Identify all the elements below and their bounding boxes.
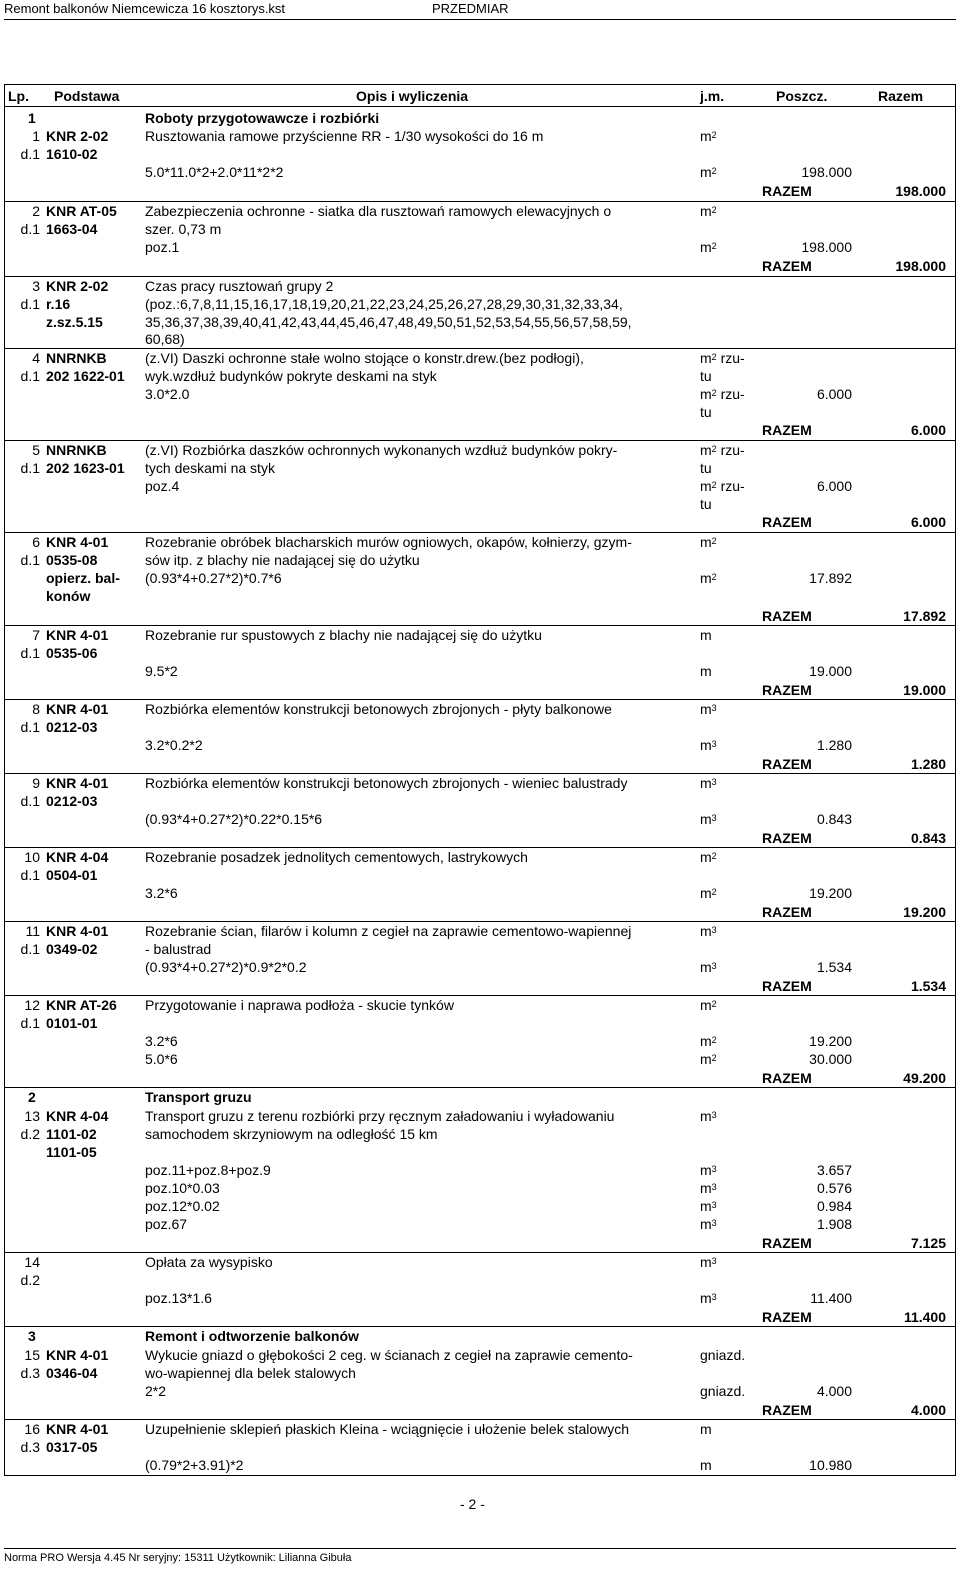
razem-value: 49.200 — [903, 1070, 946, 1086]
row-divider — [4, 1252, 956, 1253]
row-description: Rusztowania ramowe przyścienne RR - 1/30 wysokości do 16 m — [145, 128, 544, 144]
row-unit: $m^2$ — [700, 128, 717, 144]
row-divider — [4, 699, 956, 700]
row-poszcz: 6.000 — [816, 478, 852, 494]
row-podstawa: r.16 — [46, 296, 71, 312]
row-podstawa: 1610-02 — [46, 146, 98, 162]
razem-label: RAZEM — [762, 258, 812, 274]
razem-value: 198.000 — [895, 183, 946, 199]
footer-rule — [4, 1548, 956, 1549]
razem-label: RAZEM — [762, 830, 812, 846]
row-podstawa: 0317-05 — [46, 1439, 98, 1455]
row-podstawa: 0212-03 — [46, 719, 98, 735]
row-unit: $m^2$ — [700, 239, 717, 255]
row-podstawa: KNR AT-05 — [46, 203, 117, 219]
row-description: Rozbiórka elementów konstrukcji betonowych zbrojonych - płyty balkonowe — [145, 701, 612, 717]
row-divider — [4, 921, 956, 922]
row-podstawa: KNR 4-01 — [46, 627, 109, 643]
row-podstawa: KNR 4-01 — [46, 701, 109, 717]
col-opis: Opis i wyliczenia — [356, 88, 469, 104]
row-calculation: poz.4 — [145, 478, 180, 494]
razem-label: RAZEM — [762, 978, 812, 994]
row-lp: 8 — [32, 701, 40, 717]
razem-value: 0.843 — [910, 830, 946, 846]
row-unit: $m^2$ — [700, 1051, 717, 1067]
row-unit: $m^3$ — [700, 775, 717, 791]
row-poszcz: 0.984 — [816, 1198, 852, 1214]
header-rule — [4, 19, 956, 20]
row-lp: 9 — [32, 775, 40, 791]
razem-label: RAZEM — [762, 1309, 812, 1325]
col-lp: Lp. — [8, 88, 29, 104]
row-calculation: 3.2*6 — [145, 885, 178, 901]
table-header-border — [4, 106, 956, 107]
razem-label: RAZEM — [762, 682, 812, 698]
razem-label: RAZEM — [762, 1402, 812, 1418]
row-unit: $m^3$ — [700, 701, 717, 717]
row-sub: d.1 — [20, 368, 40, 384]
row-unit: $m^2$ — [700, 1033, 717, 1049]
razem-value: 19.000 — [903, 682, 946, 698]
row-unit: gniazd. — [700, 1383, 746, 1399]
row-unit: tu — [700, 496, 712, 512]
row-unit: $m^3$ — [700, 959, 717, 975]
row-unit: $m^2$ rzu- — [700, 478, 745, 494]
table-top-border — [4, 84, 956, 85]
row-sub: d.3 — [20, 1439, 40, 1455]
razem-value: 1.534 — [910, 978, 946, 994]
row-divider — [4, 773, 956, 774]
col-podstawa: Podstawa — [54, 88, 120, 104]
row-podstawa: opierz. bal- — [46, 570, 120, 586]
row-sub: d.1 — [20, 719, 40, 735]
row-podstawa: 1101-02 — [46, 1126, 97, 1142]
footer-text: Norma PRO Wersja 4.45 Nr seryjny: 15311 Użytkownik: Lilianna Gibuła — [4, 1552, 352, 1564]
section-title: Transport gruzu — [145, 1089, 252, 1105]
row-poszcz: 1.534 — [816, 959, 852, 975]
row-sub: d.1 — [20, 146, 40, 162]
row-description: tych deskami na styk — [145, 460, 275, 476]
row-unit: $m^2$ — [700, 849, 717, 865]
row-podstawa: KNR AT-26 — [46, 997, 117, 1013]
razem-value: 7.125 — [910, 1235, 946, 1251]
col-poszcz: Poszcz. — [776, 88, 828, 104]
table-bottom-border — [4, 1475, 956, 1476]
razem-value: 6.000 — [910, 422, 946, 438]
row-divider — [4, 440, 956, 441]
row-lp: 2 — [32, 203, 40, 219]
row-poszcz: 6.000 — [816, 386, 852, 402]
razem-value: 1.280 — [910, 756, 946, 772]
row-sub: d.1 — [20, 221, 40, 237]
row-description: sów itp. z blachy nie nadającej się do użytku — [145, 552, 420, 568]
razem-value: 198.000 — [895, 258, 946, 274]
row-lp: 14 — [24, 1254, 40, 1270]
row-calculation: 3.0*2.0 — [145, 386, 190, 402]
razem-value: 11.400 — [903, 1309, 946, 1325]
row-calculation: poz.12*0.02 — [145, 1198, 220, 1214]
row-description: szer. 0,73 m — [145, 221, 222, 237]
row-unit: $m^3$ — [700, 1108, 717, 1124]
row-podstawa: KNR 2-02 — [46, 278, 109, 294]
razem-label: RAZEM — [762, 514, 812, 530]
row-description: Rozebranie posadzek jednolitych cementowych, lastrykowych — [145, 849, 528, 865]
row-description: - balustrad — [145, 941, 212, 957]
row-lp: 11 — [25, 923, 40, 939]
row-calculation: poz.13*1.6 — [145, 1290, 212, 1306]
row-divider — [4, 1087, 956, 1088]
row-unit: $m^3$ — [700, 811, 717, 827]
row-unit: $m^3$ — [700, 1198, 717, 1214]
row-divider — [4, 1326, 956, 1327]
row-calculation: poz.11+poz.8+poz.9 — [145, 1162, 271, 1178]
row-calculation: 5.0*11.0*2+2.0*11*2*2 — [145, 164, 284, 180]
row-unit: gniazd. — [700, 1347, 746, 1363]
row-divider — [4, 348, 956, 349]
row-unit: $m^2$ rzu- — [700, 350, 745, 366]
row-divider — [4, 1419, 956, 1420]
row-podstawa: 0346-04 — [46, 1365, 98, 1381]
row-sub: d.1 — [20, 645, 40, 661]
row-sub: d.1 — [20, 296, 40, 312]
row-podstawa: 202 1622-01 — [46, 368, 125, 384]
row-unit: $m^2$ — [700, 997, 717, 1013]
row-description: 60,68) — [145, 331, 185, 347]
row-podstawa: 1663-04 — [46, 221, 98, 237]
row-podstawa: konów — [46, 588, 91, 604]
row-podstawa: KNR 2-02 — [46, 128, 109, 144]
row-divider — [4, 625, 956, 626]
row-sub: d.1 — [20, 552, 40, 568]
row-lp: 16 — [24, 1421, 40, 1437]
row-poszcz: 19.000 — [809, 663, 852, 679]
row-lp: 6 — [32, 534, 40, 550]
file-name: Remont balkonów Niemcewicza 16 kosztorys.kst — [4, 1, 286, 16]
row-poszcz: 3.657 — [816, 1162, 852, 1178]
row-poszcz: 198.000 — [801, 239, 852, 255]
row-description: Zabezpieczenia ochronne - siatka dla rusztowań ramowych elewacyjnych o — [145, 203, 612, 219]
row-lp: 15 — [24, 1347, 40, 1363]
row-podstawa: 0504-01 — [46, 867, 98, 883]
page-number: - 2 - — [460, 1496, 485, 1512]
row-unit: $m^3$ — [700, 923, 717, 939]
document-header — [0, 0, 960, 18]
row-description: (z.VI) Rozbiórka daszków ochronnych wykonanych wzdłuż budynków pokry- — [145, 442, 618, 458]
row-description: Rozbiórka elementów konstrukcji betonowych zbrojonych - wieniec balustrady — [145, 775, 628, 791]
row-calculation: poz.1 — [145, 239, 180, 255]
row-unit: $m^2$ — [700, 203, 717, 219]
razem-value: 17.892 — [903, 608, 946, 624]
row-description: Czas pracy rusztowań grupy 2 — [145, 278, 334, 294]
row-description: Rozebranie obróbek blacharskich murów ogniowych, okapów, kołnierzy, gzym- — [145, 534, 632, 550]
row-calculation: 2*2 — [145, 1383, 167, 1399]
row-calculation: poz.67 — [145, 1216, 188, 1232]
row-poszcz: 19.200 — [809, 885, 852, 901]
row-divider — [4, 532, 956, 533]
row-sub: d.2 — [20, 1126, 40, 1142]
row-sub: d.3 — [20, 1365, 40, 1381]
row-lp: 3 — [32, 278, 40, 294]
row-unit: $m^3$ — [700, 1162, 717, 1178]
row-sub: d.1 — [20, 1015, 40, 1031]
razem-value: 6.000 — [910, 514, 946, 530]
row-podstawa: KNR 4-01 — [46, 1347, 109, 1363]
row-unit: $m^3$ — [700, 737, 717, 753]
row-podstawa: 0535-08 — [46, 552, 98, 568]
row-lp: 7 — [32, 627, 40, 643]
row-lp: 1 — [32, 128, 40, 144]
row-podstawa: 1101-05 — [46, 1144, 97, 1160]
row-sub: d.2 — [20, 1272, 40, 1288]
row-description: wyk.wzdłuż budynków pokryte deskami na styk — [145, 368, 437, 384]
row-description: Uzupełnienie sklepień płaskich Kleina - wciągnięcie i ułożenie belek stalowych — [145, 1421, 630, 1437]
razem-label: RAZEM — [762, 756, 812, 772]
row-unit: $m^3$ — [700, 1180, 717, 1196]
row-calculation: 5.0*6 — [145, 1051, 178, 1067]
row-lp: 4 — [32, 350, 40, 366]
row-description: 35,36,37,38,39,40,41,42,43,44,45,46,47,48,49,50,51,52,53,54,55,56,57,58,59, — [145, 314, 632, 330]
row-unit: $m^3$ — [700, 1254, 717, 1270]
row-description: Rozebranie rur spustowych z blachy nie nadającej się do użytku — [145, 627, 542, 643]
section-number: 2 — [28, 1089, 36, 1105]
row-podstawa: 202 1623-01 — [46, 460, 125, 476]
razem-label: RAZEM — [762, 904, 812, 920]
row-unit: m — [700, 627, 712, 643]
row-calculation: (0.79*2+3.91)*2 — [145, 1457, 244, 1473]
row-unit: m — [700, 1457, 712, 1473]
row-poszcz: 19.200 — [809, 1033, 852, 1049]
section-number: 3 — [28, 1328, 36, 1344]
row-divider — [4, 276, 956, 277]
row-podstawa: 0535-06 — [46, 645, 98, 661]
row-podstawa: NNRNKB — [46, 350, 107, 366]
row-podstawa: NNRNKB — [46, 442, 107, 458]
row-podstawa: KNR 4-04 — [46, 849, 109, 865]
row-unit: $m^3$ — [700, 1290, 717, 1306]
razem-label: RAZEM — [762, 183, 812, 199]
row-unit: $m^2$ rzu- — [700, 386, 745, 402]
row-poszcz: 0.843 — [816, 811, 852, 827]
row-calculation: (0.93*4+0.27*2)*0.7*6 — [145, 570, 282, 586]
row-podstawa: z.sz.5.15 — [46, 314, 103, 330]
row-poszcz: 11.400 — [810, 1290, 852, 1306]
section-name: PRZEDMIAR — [432, 1, 509, 16]
table-left-border — [4, 84, 5, 1476]
razem-label: RAZEM — [762, 1070, 812, 1086]
razem-label: RAZEM — [762, 1235, 812, 1251]
row-lp: 10 — [24, 849, 40, 865]
row-calculation: 9.5*2 — [145, 663, 178, 679]
row-podstawa: KNR 4-04 — [46, 1108, 109, 1124]
row-description: wo-wapiennej dla belek stalowych — [145, 1365, 356, 1381]
row-calculation: (0.93*4+0.27*2)*0.9*2*0.2 — [145, 959, 307, 975]
row-calculation: 3.2*6 — [145, 1033, 178, 1049]
row-unit: tu — [700, 404, 712, 420]
row-divider — [4, 201, 956, 202]
row-lp: 12 — [24, 997, 40, 1013]
razem-label: RAZEM — [762, 608, 812, 624]
row-description: Opłata za wysypisko — [145, 1254, 273, 1270]
row-description: samochodem skrzyniowym na odległość 15 km — [145, 1126, 438, 1142]
row-calculation: poz.10*0.03 — [145, 1180, 220, 1196]
row-divider — [4, 995, 956, 996]
row-unit: $m^2$ — [700, 164, 717, 180]
row-unit: $m^3$ — [700, 1216, 717, 1232]
row-sub: d.1 — [20, 941, 40, 957]
row-sub: d.1 — [20, 867, 40, 883]
razem-label: RAZEM — [762, 422, 812, 438]
row-unit: m — [700, 1421, 712, 1437]
row-podstawa: KNR 4-01 — [46, 923, 109, 939]
row-calculation: (0.93*4+0.27*2)*0.22*0.15*6 — [145, 811, 323, 827]
row-unit: $m^2$ — [700, 885, 717, 901]
row-unit: m — [700, 663, 712, 679]
section-title: Remont i odtworzenie balkonów — [145, 1328, 359, 1344]
row-description: Wykucie gniazd o głębokości 2 ceg. w ścianach z cegieł na zaprawie cemento- — [145, 1347, 633, 1363]
row-poszcz: 17.892 — [809, 570, 852, 586]
col-razem: Razem — [878, 88, 924, 104]
row-unit: $m^2$ rzu- — [700, 442, 745, 458]
razem-value: 19.200 — [903, 904, 946, 920]
section-number: 1 — [28, 110, 36, 126]
row-unit: $m^2$ — [700, 534, 717, 550]
row-podstawa: KNR 4-01 — [46, 775, 109, 791]
row-poszcz: 30.000 — [809, 1051, 852, 1067]
row-description: Przygotowanie i naprawa podłoża - skucie tynków — [145, 997, 454, 1013]
row-description: Transport gruzu z terenu rozbiórki przy ręcznym załadowaniu i wyładowaniu — [145, 1108, 615, 1124]
row-divider — [4, 847, 956, 848]
section-title: Roboty przygotowawcze i rozbiórki — [145, 110, 380, 126]
row-description: Rozebranie ścian, filarów i kolumn z cegieł na zaprawie cementowo-wapiennej — [145, 923, 632, 939]
row-unit: tu — [700, 460, 712, 476]
row-poszcz: 1.908 — [816, 1216, 852, 1232]
row-podstawa: KNR 4-01 — [46, 534, 109, 550]
row-podstawa: 0212-03 — [46, 793, 98, 809]
row-sub: d.1 — [20, 793, 40, 809]
row-poszcz: 4.000 — [816, 1383, 852, 1399]
row-unit: tu — [700, 368, 712, 384]
row-lp: 13 — [24, 1108, 40, 1124]
col-jm: j.m. — [700, 88, 725, 104]
row-unit: $m^2$ — [700, 570, 717, 586]
row-poszcz: 0.576 — [816, 1180, 852, 1196]
row-description: (z.VI) Daszki ochronne stałe wolno stojące o konstr.drew.(bez podłogi), — [145, 350, 584, 366]
row-podstawa: 0101-01 — [46, 1015, 98, 1031]
row-description: (poz.:6,7,8,11,15,16,17,18,19,20,21,22,23,24,25,26,27,28,29,30,31,32,33,34, — [145, 296, 623, 312]
row-poszcz: 10.980 — [809, 1457, 852, 1473]
razem-value: 4.000 — [910, 1402, 946, 1418]
row-podstawa: KNR 4-01 — [46, 1421, 109, 1437]
row-poszcz: 198.000 — [801, 164, 852, 180]
row-calculation: 3.2*0.2*2 — [145, 737, 203, 753]
table-right-border — [955, 84, 956, 1476]
row-poszcz: 1.280 — [816, 737, 852, 753]
row-sub: d.1 — [20, 460, 40, 476]
row-lp: 5 — [32, 442, 40, 458]
row-podstawa: 0349-02 — [46, 941, 98, 957]
